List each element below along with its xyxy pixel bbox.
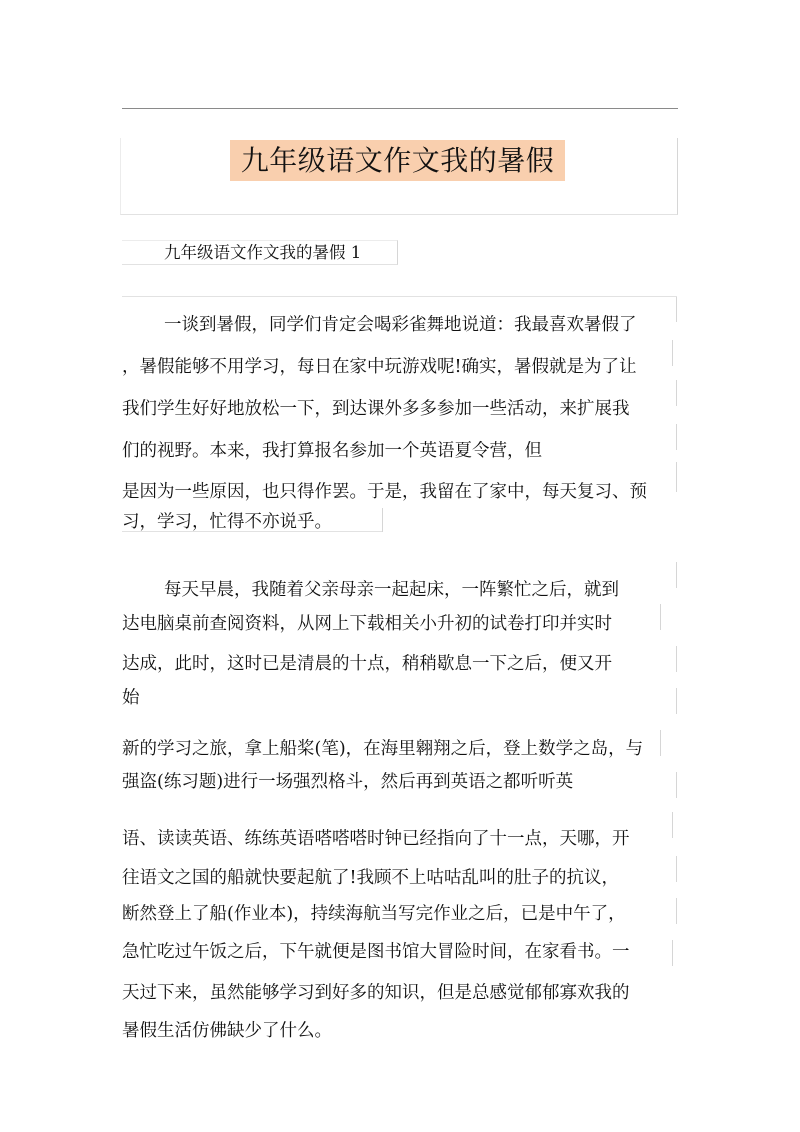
- section-subtitle: 九年级语文作文我的暑假 1: [164, 243, 362, 262]
- document-title: 九年级语文作文我的暑假: [230, 140, 565, 181]
- paragraph-line: 是因为一些原因，也只得作罢。于是，我留在了家中，每天复习、预: [122, 482, 647, 502]
- frame-edge: [676, 562, 677, 588]
- frame-edge: [676, 646, 677, 672]
- frame-edge: [676, 424, 677, 450]
- frame-edge: [676, 462, 677, 492]
- paragraph-line: 急忙吃过午饭之后，下午就便是图书馆大冒险时间，在家看书。一: [122, 942, 630, 962]
- frame-edge: [122, 296, 677, 297]
- frame-edge: [382, 508, 383, 532]
- paragraph-line: 往语文之国的船就快要起航了!我顾不上咕咕乱叫的肚子的抗议，: [122, 868, 620, 888]
- frame-edge: [660, 604, 661, 630]
- frame-edge: [676, 380, 677, 406]
- paragraph-line: 始: [122, 688, 140, 708]
- paragraph-line: 断然登上了船(作业本)，持续海航当写完作业之后，已是中午了，: [122, 904, 626, 924]
- paragraph-line: 达成，此时，这时已是清晨的十点，稍稍歇息一下之后，便又开: [122, 654, 612, 674]
- frame-edge: [676, 772, 677, 798]
- frame-edge: [676, 296, 677, 322]
- frame-edge: [660, 730, 661, 756]
- frame-edge: [676, 898, 677, 924]
- paragraph-line: 我们学生好好地放松一下，到达课外多多参加一些活动，来扩展我: [122, 399, 630, 419]
- paragraph-line: 语、读读英语、练练英语嗒嗒嗒时钟已经指向了十一点，天哪，开: [122, 829, 630, 849]
- paragraph-line: 强盗(练习题)进行一场强烈格斗，然后再到英语之都听听英: [122, 772, 574, 792]
- header-rule: [122, 108, 678, 109]
- frame-edge: [676, 688, 677, 714]
- paragraph-line: ，暑假能够不用学习，每日在家中玩游戏呢!确实，暑假就是为了让: [122, 357, 637, 377]
- paragraph-line: 每天早晨，我随着父亲母亲一起起床，一阵繁忙之后，就到: [164, 580, 619, 600]
- paragraph-line: 一谈到暑假，同学们肯定会喝彩雀舞地说道：我最喜欢暑假了: [164, 315, 637, 335]
- paragraph-line: 习，学习，忙得不亦说乎。: [122, 512, 332, 532]
- frame-edge: [672, 340, 673, 366]
- frame-edge: [672, 812, 673, 838]
- frame-edge: [672, 940, 673, 966]
- paragraph-line: 天过下来，虽然能够学习到好多的知识，但是总感觉郁郁寡欢我的: [122, 983, 630, 1003]
- paragraph-line: 新的学习之旅，拿上船桨(笔)，在海里翱翔之后，登上数学之岛，与: [122, 739, 644, 759]
- paragraph-line: 们的视野。本来，我打算报名参加一个英语夏令营，但: [122, 441, 542, 461]
- paragraph-line: 暑假生活仿佛缺少了什么。: [122, 1021, 332, 1041]
- paragraph-line: 达电脑桌前查阅资料，从网上下载相关小升初的试卷打印并实时: [122, 614, 612, 634]
- frame-edge: [676, 856, 677, 882]
